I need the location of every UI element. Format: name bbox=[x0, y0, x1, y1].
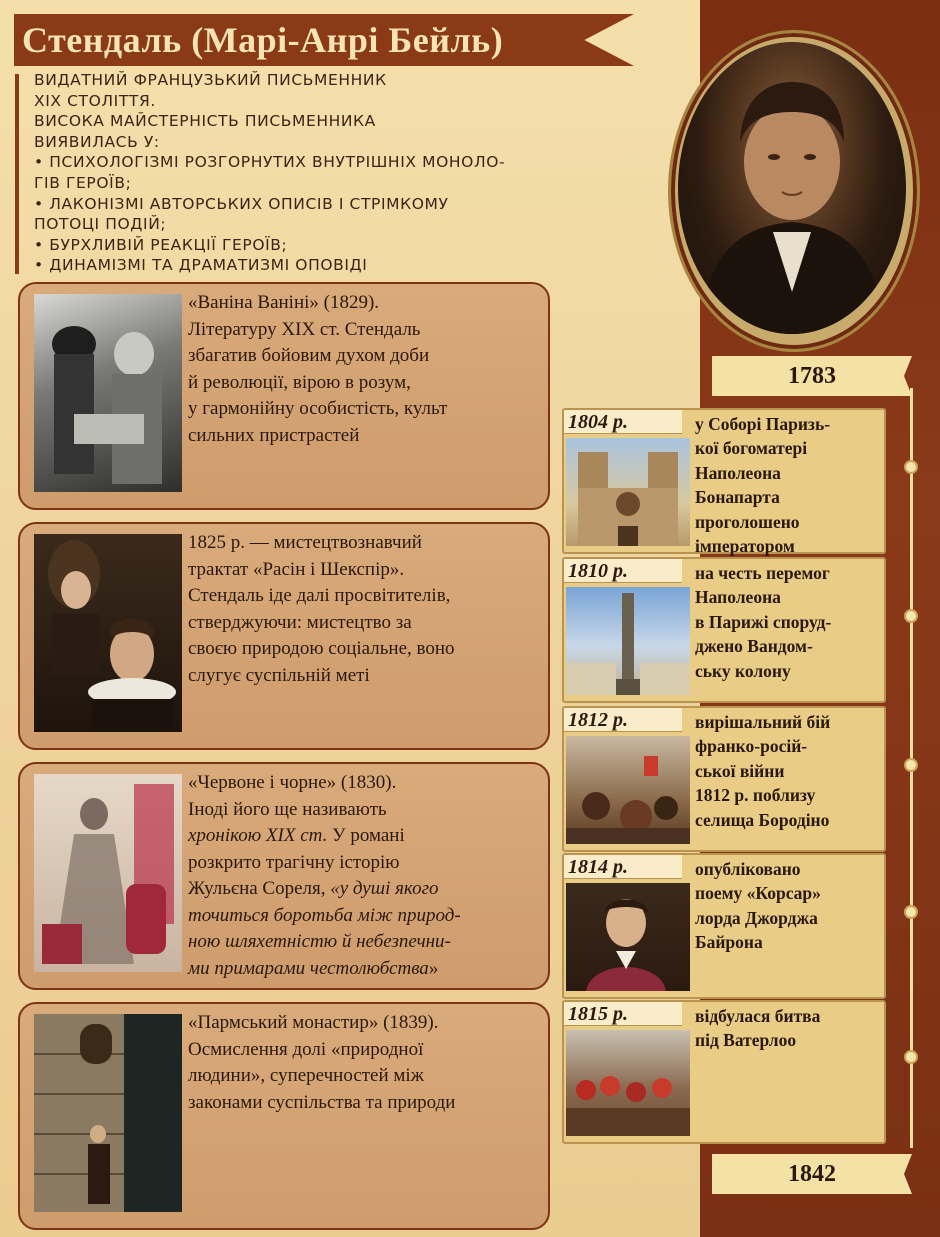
racine-shakespeare-description bbox=[188, 530, 540, 689]
intro-line: • ПСИХОЛОГІЗМІ РОЗГОРНУТИХ ВНУТРІШНІХ МОНОЛО- bbox=[34, 153, 506, 172]
notre-dame-image bbox=[566, 438, 690, 546]
event-description bbox=[695, 857, 883, 955]
work-line-text: У романі bbox=[327, 825, 405, 846]
event-date: 1804 р. bbox=[564, 410, 682, 434]
timeline-dot bbox=[904, 609, 918, 623]
event-line: проголошено bbox=[695, 511, 800, 532]
event-line: під Ватерлоо bbox=[695, 1030, 797, 1051]
vendome-column-image bbox=[566, 587, 690, 695]
work-line: «Ваніна Ваніні» (1829). bbox=[188, 292, 380, 313]
work-line: трактат «Расін і Шекспір». bbox=[188, 558, 405, 580]
vendome-column-illustration bbox=[566, 587, 690, 695]
vanina-vanini-description bbox=[188, 290, 540, 449]
event-line: лорда Джорджа bbox=[695, 907, 818, 928]
intro-line: ВИСОКА МАЙСТЕРНІСТЬ ПИСЬМЕННИКА bbox=[34, 112, 376, 131]
intro-line: ВИДАТНИЙ ФРАНЦУЗЬКИЙ ПИСЬМЕННИК bbox=[34, 71, 387, 89]
work-line: ною шляхетністю й небезпечни- bbox=[188, 931, 451, 952]
borodino-battle-image bbox=[566, 736, 690, 844]
intro-line: ПОТОЦІ ПОДІЙ; bbox=[34, 215, 167, 234]
event-date: 1814 р. bbox=[564, 855, 682, 879]
work-line: й революції, вірою в розум, bbox=[188, 371, 411, 393]
intro-line: • БУРХЛИВІЙ РЕАКЦІЇ ГЕРОЇВ; bbox=[34, 235, 288, 254]
portrait-illustration bbox=[678, 42, 906, 334]
work-line: стверджуючи: мистецтво за bbox=[188, 611, 412, 633]
timeline-event-1814 bbox=[562, 853, 886, 999]
event-description bbox=[695, 412, 883, 558]
work-line: точиться боротьба між природ- bbox=[188, 904, 461, 926]
work-card-vanina-vanini bbox=[18, 282, 550, 510]
byron-portrait-image bbox=[566, 883, 690, 991]
start-year: 1783 bbox=[788, 363, 836, 389]
work-line: Іноді його ще називають bbox=[188, 798, 387, 820]
event-description bbox=[695, 1004, 883, 1053]
event-line: поему «Корсар» bbox=[695, 883, 821, 904]
event-description bbox=[695, 710, 883, 832]
vanina-vanini-figures bbox=[34, 294, 182, 492]
timeline-dot bbox=[904, 1050, 918, 1064]
event-line: 1812 р. поблизу bbox=[695, 785, 816, 806]
work-line-italic: «у душі якого bbox=[330, 878, 439, 899]
timeline-dot bbox=[904, 460, 918, 474]
event-line: відбулася битва bbox=[695, 1006, 821, 1026]
work-line: збагатив бойовим духом доби bbox=[188, 345, 430, 366]
event-date: 1815 р. bbox=[564, 1002, 682, 1026]
event-line: Наполеона bbox=[695, 587, 781, 608]
charterhouse-parma-description bbox=[188, 1010, 540, 1116]
event-line: Байрона bbox=[695, 932, 763, 953]
vanina-vanini-illustration bbox=[34, 294, 182, 492]
byron-portrait-illustration bbox=[566, 883, 690, 991]
event-line: Бонапарта bbox=[695, 487, 780, 508]
timeline-dot bbox=[904, 905, 918, 919]
event-date: 1812 р. bbox=[564, 708, 682, 732]
event-line: на честь перемог bbox=[695, 563, 830, 583]
work-line-italic: ми примарами честолюбства bbox=[188, 957, 429, 979]
intro-line: ХІХ СТОЛІТТЯ. bbox=[34, 91, 156, 110]
intro-line: • ЛАКОНІЗМІ АВТОРСЬКИХ ОПИСІВ І СТРІМКОМУ bbox=[34, 194, 449, 213]
red-and-black-illustration bbox=[34, 774, 182, 972]
work-line bbox=[188, 876, 540, 903]
work-line bbox=[188, 956, 540, 983]
work-card-racine-shakespeare bbox=[18, 522, 550, 750]
page-title: Стендаль (Марі-Анрі Бейль) bbox=[22, 20, 504, 60]
work-line: сильних пристрастей bbox=[188, 424, 360, 446]
event-description bbox=[695, 561, 883, 683]
timeline-event-1804 bbox=[562, 408, 886, 557]
work-line: людини», суперечностей між bbox=[188, 1065, 424, 1086]
work-line: законами суспільства та природи bbox=[188, 1091, 456, 1113]
timeline-event-1812 bbox=[562, 706, 886, 852]
work-line: 1825 р. — мистецтвознавчий bbox=[188, 532, 422, 553]
work-line: розкрито трагічну історію bbox=[188, 851, 400, 873]
waterloo-battle-illustration bbox=[566, 1030, 690, 1136]
work-line: «Червоне і чорне» (1830). bbox=[188, 772, 397, 793]
timeline-event-1815 bbox=[562, 1000, 886, 1144]
borodino-battle-illustration bbox=[566, 736, 690, 844]
event-date: 1810 р. bbox=[564, 559, 682, 583]
waterloo-battle-image bbox=[566, 1030, 690, 1136]
event-line: джено Вандом- bbox=[695, 636, 813, 657]
work-line bbox=[188, 823, 540, 850]
event-line: імператором bbox=[695, 536, 795, 557]
event-line: кої богоматері bbox=[695, 438, 808, 459]
work-line: своєю природою соціальне, воно bbox=[188, 638, 455, 659]
work-line-text: Жульєна Сореля, bbox=[188, 878, 331, 899]
red-and-black-description bbox=[188, 770, 540, 982]
intro-line: • ДИНАМІЗМІ ТА ДРАМАТИЗМІ ОПОВІДІ bbox=[34, 256, 368, 275]
event-line: ську колону bbox=[695, 660, 791, 681]
event-line: у Соборі Паризь- bbox=[695, 414, 831, 434]
work-line: у гармонійну особистість, культ bbox=[188, 398, 448, 419]
intro-text bbox=[34, 70, 674, 276]
timeline-event-1810 bbox=[562, 557, 886, 703]
work-line: «Пармський монастир» (1839). bbox=[188, 1012, 439, 1033]
intro-line: ГІВ ГЕРОЇВ; bbox=[34, 173, 132, 192]
event-line: франко-росій- bbox=[695, 736, 808, 757]
timeline-dot bbox=[904, 758, 918, 772]
event-line: вирішальний бій bbox=[695, 712, 831, 732]
work-line-text: » bbox=[428, 957, 439, 979]
work-line: Осмислення долі «природної bbox=[188, 1038, 424, 1060]
charterhouse-parma-illustration bbox=[34, 1014, 182, 1212]
intro-line: ВИЯВИЛАСЬ У: bbox=[34, 132, 160, 151]
notre-dame-illustration bbox=[566, 438, 690, 546]
event-line: ської війни bbox=[695, 760, 785, 781]
red-and-black-figures bbox=[34, 774, 182, 972]
racine-shakespeare-portraits bbox=[34, 534, 182, 732]
intro-accent-bar bbox=[15, 74, 19, 274]
event-line: в Парижі споруд- bbox=[695, 611, 832, 632]
work-card-charterhouse-parma bbox=[18, 1002, 550, 1230]
end-year: 1842 bbox=[788, 1161, 836, 1187]
work-card-red-and-black bbox=[18, 762, 550, 990]
work-line: Стендаль іде далі просвітителів, bbox=[188, 585, 451, 606]
work-line-italic: хронікою XIX ст. bbox=[188, 825, 328, 846]
work-line: Літературу XIX ст. Стендаль bbox=[188, 318, 421, 340]
charterhouse-parma-figures bbox=[34, 1014, 182, 1212]
event-line: селища Бородіно bbox=[695, 809, 830, 830]
work-line: слугує суспільній меті bbox=[188, 664, 370, 686]
event-line: Наполеона bbox=[695, 462, 781, 483]
event-line: опубліковано bbox=[695, 859, 801, 879]
portrait-image bbox=[678, 42, 906, 334]
racine-shakespeare-figures bbox=[34, 534, 182, 732]
